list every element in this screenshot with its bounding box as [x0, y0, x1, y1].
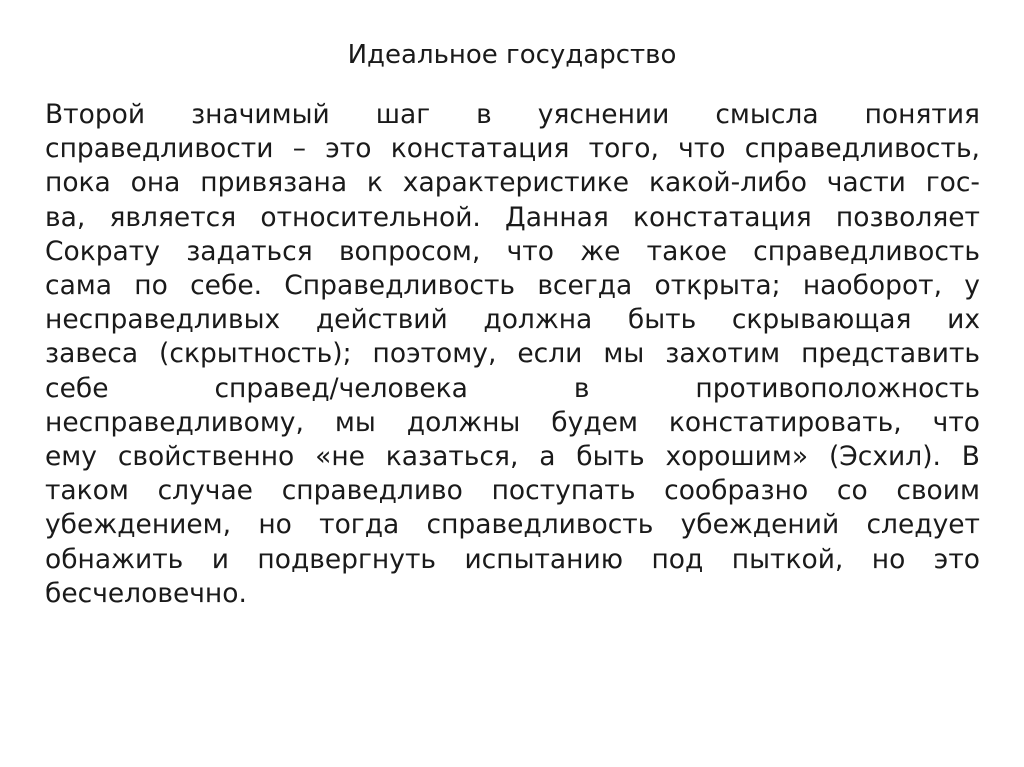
body-line: убеждением, но тогда справедливость убеждений следует [45, 509, 980, 541]
body-line: несправедливых действий должна быть скрывающая их [45, 304, 980, 336]
body-line: несправедливому, мы должны будем констатировать, что [45, 406, 980, 438]
body-line: Сократу задаться вопросом, что же такое справедливость [45, 235, 980, 267]
slide-title: Идеальное государство [347, 40, 677, 70]
body-line: ему свойственно «не казаться, а быть хорошим» (Эсхил). В [45, 441, 980, 473]
body-line: справедливости – это констатация того, что справедливость, [45, 133, 980, 165]
body-line: ва, является относительной. Данная констатация позволяет [45, 201, 980, 233]
body-line: себе справед/человека в противоположность [45, 372, 980, 404]
body-line: завеса (скрытность); поэтому, если мы захотим представить [45, 338, 980, 370]
body-line: пока она привязана к характеристике какой-либо части гос- [45, 167, 980, 199]
body-line: обнажить и подвергнуть испытанию под пыткой, но это [45, 543, 980, 575]
body-line: сама по себе. Справедливость всегда открыта; наоборот, у [45, 270, 980, 302]
body-line: Второй значимый шаг в уяснении смысла понятия [45, 99, 980, 130]
body-line: таком случае справедливо поступать сообразно со своим [45, 475, 980, 507]
slide-body-text [45, 98, 980, 611]
body-line: бесчеловечно. [45, 577, 247, 609]
